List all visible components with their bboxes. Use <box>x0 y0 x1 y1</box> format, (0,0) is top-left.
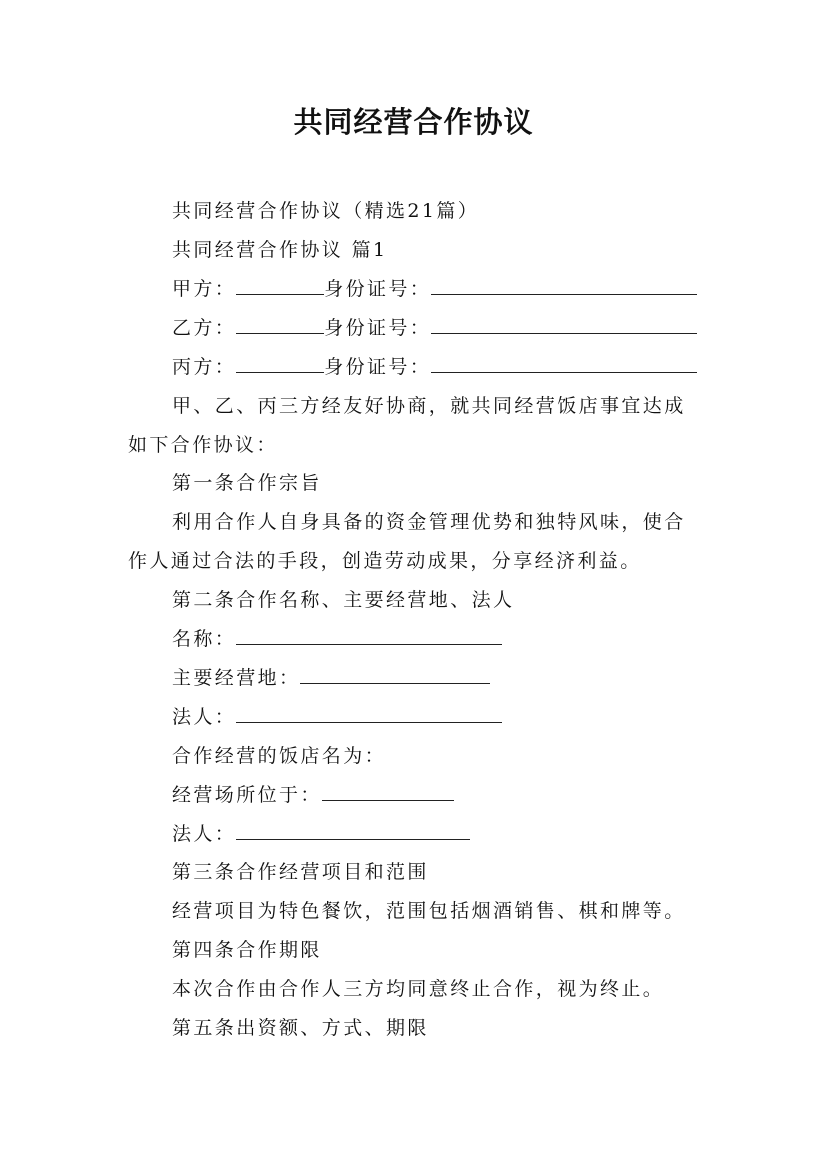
legal-person-line <box>172 822 470 846</box>
legal-person-label: 法人： <box>172 823 237 845</box>
paragraph-line: 甲、乙、丙三方经友好协商，就共同经营饭店事宜达成 <box>172 395 686 417</box>
party-a-blank <box>236 277 324 295</box>
party-a-line <box>172 277 697 301</box>
paragraph-line: 作人通过合法的手段，创造劳动成果，分享经济利益。 <box>128 550 642 572</box>
party-a-id-blank <box>431 277 697 295</box>
legal-person-blank <box>236 822 470 840</box>
location-blank <box>300 666 490 684</box>
party-c-id-label: 身份证号： <box>324 356 432 378</box>
location-label: 主要经营地： <box>172 667 301 689</box>
document-title: 共同经营合作协议 <box>293 105 534 139</box>
party-b-id-label: 身份证号： <box>324 317 432 339</box>
location-line <box>172 666 490 690</box>
party-c-line <box>172 355 697 379</box>
venue-label: 经营场所位于： <box>172 784 322 806</box>
article-heading: 第五条出资额、方式、期限 <box>172 1017 429 1039</box>
legal-person-label: 法人： <box>172 706 237 728</box>
party-b-label: 乙方： <box>172 317 237 339</box>
paragraph-line: 合作经营的饭店名为： <box>172 745 387 767</box>
name-line <box>172 627 502 651</box>
section-heading: 共同经营合作协议 篇1 <box>172 239 388 261</box>
party-b-blank <box>236 316 324 334</box>
paragraph-line: 本次合作由合作人三方均同意终止合作，视为终止。 <box>172 978 665 1000</box>
party-b-line <box>172 316 697 340</box>
party-c-id-blank <box>431 355 697 373</box>
legal-person-blank <box>236 705 502 723</box>
party-c-blank <box>236 355 324 373</box>
paragraph-line: 利用合作人自身具备的资金管理优势和独特风味，使合 <box>172 511 686 533</box>
paragraph-line: 如下合作协议： <box>128 434 278 456</box>
name-blank <box>236 627 502 645</box>
subtitle-line: 共同经营合作协议（精选21篇） <box>172 200 480 222</box>
name-label: 名称： <box>172 628 237 650</box>
party-b-id-blank <box>431 316 697 334</box>
paragraph-line: 经营项目为特色餐饮，范围包括烟酒销售、棋和牌等。 <box>172 900 686 922</box>
party-a-id-label: 身份证号： <box>324 278 432 300</box>
article-heading: 第二条合作名称、主要经营地、法人 <box>172 589 515 611</box>
article-heading: 第三条合作经营项目和范围 <box>172 861 429 883</box>
venue-blank <box>322 783 454 801</box>
party-c-label: 丙方： <box>172 356 237 378</box>
article-heading: 第一条合作宗旨 <box>172 472 322 494</box>
article-heading: 第四条合作期限 <box>172 939 322 961</box>
legal-person-line <box>172 705 502 729</box>
venue-line <box>172 783 454 807</box>
party-a-label: 甲方： <box>172 278 237 300</box>
